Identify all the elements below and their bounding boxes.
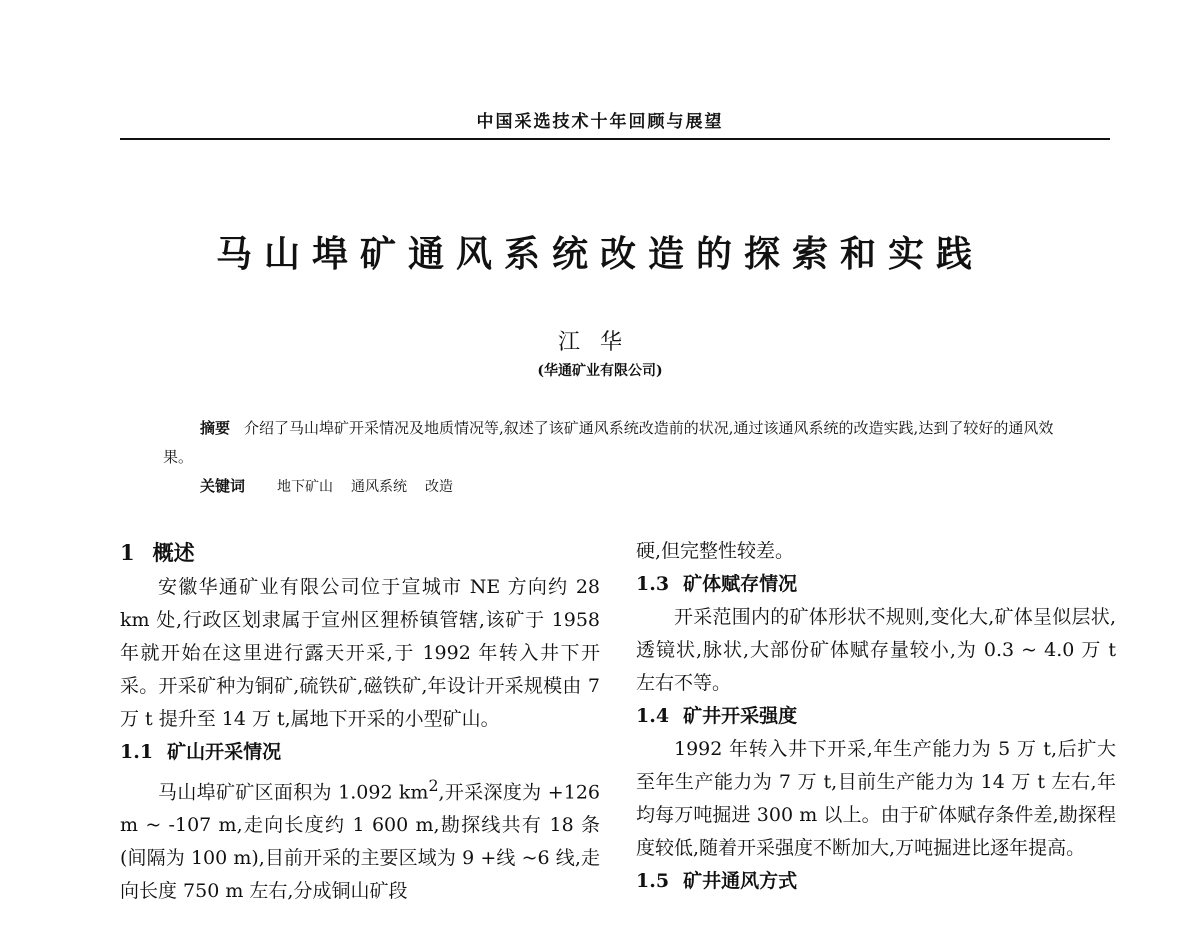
continuation-text: 硬,但完整性较差。 bbox=[636, 540, 795, 562]
section-1-paragraph: 安徽华通矿业有限公司位于宣城市 NE 方向约 28 km 处,行政区划隶属于宣州区狸桥镇管辖,该矿于 1958 年就开始在这里进行露天开采,于 1992 年转入井下开采。开采矿种为铜矿,硫铁矿,磁铁矿,年设计开采规模由 7 万 t 提升至 14 万 t,属地下开采的小型矿山。 bbox=[120, 576, 600, 730]
keyword: 改造 bbox=[425, 479, 454, 495]
section-number: 1.4 bbox=[636, 705, 670, 727]
header-rule bbox=[120, 138, 1110, 140]
text-run: ,开采深度为 +126 m ~ -107 m,走向长度约 1 600 m,勘探线共有 18 条(间隔为 100 m),目前开采的主要区域为 9 +线 ~6 线,走向长度 750 m 左右,分成铜山矿段 bbox=[120, 781, 600, 903]
author-affiliation: (华通矿业有限公司) bbox=[537, 363, 663, 379]
section-title: 矿井开采强度 bbox=[683, 705, 798, 727]
keyword: 通风系统 bbox=[351, 479, 408, 495]
keyword: 地下矿山 bbox=[277, 479, 334, 495]
section-heading-1 bbox=[120, 535, 600, 571]
abstract-block bbox=[163, 414, 1083, 502]
keywords-label: 关键词 bbox=[200, 477, 246, 495]
abstract-label: 摘要 bbox=[200, 419, 231, 437]
abstract-paragraph bbox=[163, 414, 1083, 472]
right-column bbox=[636, 535, 1116, 898]
running-header: 中国采选技术十年回顾与展望 bbox=[476, 112, 724, 132]
article-title: 马山埠矿通风系统改造的探索和实践 bbox=[215, 233, 984, 275]
section-heading-1-3 bbox=[636, 568, 1116, 601]
keywords-line bbox=[163, 472, 1083, 502]
section-1-1-paragraph bbox=[120, 769, 600, 908]
section-title: 矿山开采情况 bbox=[167, 741, 282, 763]
section-1-3-paragraph: 开采范围内的矿体形状不规则,变化大,矿体呈似层状,透镜状,脉状,大部份矿体赋存量较小,为 0.3 ~ 4.0 万 t 左右不等。 bbox=[636, 606, 1116, 694]
section-number: 1 bbox=[120, 540, 135, 565]
section-heading-1-1 bbox=[120, 736, 600, 769]
superscript: 2 bbox=[428, 776, 439, 795]
section-heading-1-5 bbox=[636, 865, 1116, 898]
section-title: 概述 bbox=[152, 540, 195, 565]
section-title: 矿体赋存情况 bbox=[683, 573, 798, 595]
author-name: 江华 bbox=[557, 330, 642, 355]
text-run: 马山埠矿矿区面积为 1.092 km bbox=[158, 781, 429, 804]
section-number: 1.3 bbox=[636, 573, 670, 595]
abstract-text: 介绍了马山埠矿开采情况及地质情况等,叙述了该矿通风系统改造前的状况,通过该通风系统的改造实践,达到了较好的通风效果。 bbox=[163, 419, 1054, 466]
left-column bbox=[120, 535, 600, 908]
section-number: 1.1 bbox=[120, 741, 154, 763]
section-number: 1.5 bbox=[636, 870, 670, 892]
section-1-4-paragraph: 1992 年转入井下开采,年生产能力为 5 万 t,后扩大至年生产能力为 7 万 t,目前生产能力为 14 万 t 左右,年均每万吨掘进 300 m 以上。由于矿体赋存条件差,勘探程度较低,随着开采强度不断加大,万吨掘进比逐年提高。 bbox=[636, 738, 1116, 859]
section-title: 矿井通风方式 bbox=[683, 870, 798, 892]
section-heading-1-4 bbox=[636, 700, 1116, 733]
